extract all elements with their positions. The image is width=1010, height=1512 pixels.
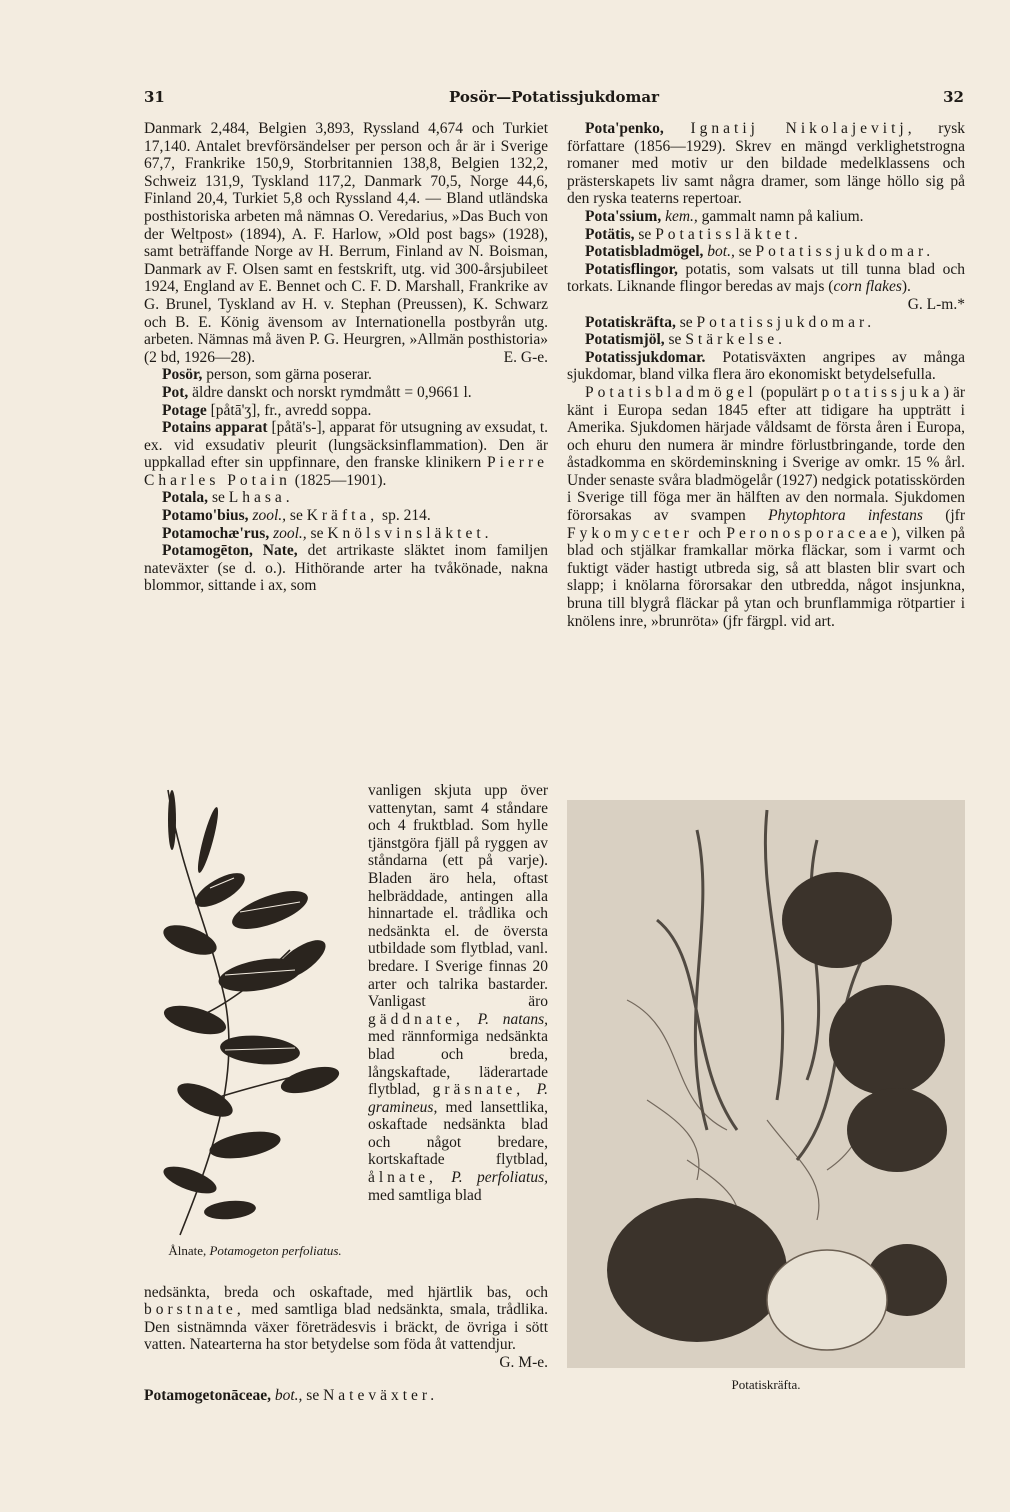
entry-potains-apparat: Potains apparat [påtä's-], apparat för utsugning av exsudat, t. ex. vid exsudativ pleurit (lungsäcksinflammation). Den är uppkallad efter sin uppfinnare, den franske klinikern Pierre Charles Potain (1825—1901). [144,419,548,489]
entry-potassium: Pota'ssium, kem., gammalt namn på kalium. [585,207,864,225]
illustration-caption: Ålnate, Potamogeton perfoliatus. [168,1243,342,1258]
entry-potamogetonaceae: Potamogetonāceae, bot., se Nateväxter. [144,1386,439,1404]
potamogeton-continued: nedsänkta, breda och oskaftade, med hjärtlik bas, och borstnate, med samtliga blad nedsänkta, smala, trådlika. Den sistnämnda växer företrädesvis i bräckt, de övriga i sött vatten. Natearterna ha stor betydelse som föda åt vattendjur. G. M-e. Potamogetonāceae, bot., se Nateväxter. [144,1283,548,1404]
entry-potamochaerus: Potamochæ'rus, zool., se Knölsvinsläktet. [162,524,493,542]
photo-caption: Potatiskräfta. [731,1377,801,1392]
entry-potamogeton: Potamogēton, Nate, det artrikaste släktet inom familjen nateväxter (se d. o.). Hithörande arter ha tvåkönade, nakna blommor, sittande i ax, som [144,542,548,595]
author-signature: E. G-e. [503,348,548,366]
entry-potatis: Potätis, se Potatissläktet. [585,225,802,243]
entry-pot: Pot, äldre danskt och norskt rymdmått = 0,9661 l. [162,383,472,401]
left-column [144,120,548,595]
page-number-left: 31 [144,88,165,106]
author-signature: G. L-m.* [907,295,965,313]
page-header [144,88,964,112]
running-title: Posör—Potatissjukdomar [449,88,659,106]
potamogeton-side-text: vanligen skjuta upp över vattenytan, samt 4 ståndare och 4 fruktblad. Som hylle tjänstgöra fjäll på ryggen av ståndarna (ett på varje). Bladen äro hela, oftast helbräddade, antingen alla hinnartade el. trådlika och nedsänkta el. de översta utbildade som flytblad, vanl. bredare. I Sverige finnas 20 arter och talrika bastarder. Vanligast äro gäddnate, P. natans, med rännformiga nedsänkta blad och breda, långskaftade, läderartade flytblad, gräsnate, P. gramineus, med lansettlika, oskaftade nedsänkta blad och något bredare, kortskaftade flytblad, ålnate, P. perfoliatus, med samtliga blad [368,782,548,1204]
entry-potala: Potala, se Lhasa. [162,489,294,507]
entry-potage: Potage [påtā'ʒ], fr., avredd soppa. [162,401,372,419]
entry-potatismjol: Potatismjöl, se Stärkelse. [585,331,787,349]
entry-potatisbladmogel: Potatisbladmögel, bot., se Potatissjukdomar. [585,243,935,261]
entry-posthistory-continued: Danmark 2,484, Belgien 3,893, Ryssland 4,674 och Turkiet 17,140. Antalet brevförsändelser per person och år är i Sverige 67,7, Frankrike 150,9, Storbritannien 138,8, Belgien 132,2, Schweiz 131,9, Tyskland 117,2, Danmark 70,5, Norge 44,6, Finland 20,4, Turkiet 5,8 och Ryssland 4,4. — Bland utländska posthistoriska arbeten må nämnas O. Veredarius, »Das Buch von der Weltpost» (1894), A. F. Harlow, »Old post bags» (1928), samt beträffande Norge av H. Berrum, Finland av N. Boisman, Danmark av F. Olsen samt en festskrift, utg. vid 300-årsjubileet 1924, England av E. Bennet och C. F. D. Marshall, Frankrike av G. Brunel, Tyskland av H. v. Stephan (Preussen), K. Schwarz och B. E. König ävensom av Internationella postbyrån utg. arbeten. Nämnas må även P. G. Heurgren, »Allmän posthistoria» (2 bd, 1926—28). E. G-e. [144,120,548,366]
right-column [567,120,965,630]
potamogeton-illustration [150,780,360,1240]
potatissjukdomar-bladmogel: Potatisbladmögel (populärt potatissjuka) är känt i Europa sedan 1845 efter att tidigare ha uppträtt i Amerika. Sjukdomen härjade våldsamt de första åren i Europa, och ehuru den numera är mindre förlustbringande, torde den åstadkomma en skördeminskning i Sverige av omkr. 15 % årl. Under senaste svåra bladmögelår (1927) nedgick potatisskörden i Sverige till föga mer än hälften av den normala. Sjukdomen förorsakas av svampen Phytophtora infestans (jfr Fykomyceter och Peronosporaceae), vilken på blad och stjälkar framkallar mörka fläckar, som i varmt och fuktigt väder hastigt utbreda sig, så att blasten blir svart och slapp; i knölarna förorsakar den utbredda, något insjunkna, bruna till blygrå fläckar på ytan och brunflammiga rötpartier i knölens inre, »brunröta» (jfr färgpl. vid art. [567,383,966,630]
page-number-right: 32 [943,88,964,106]
entry-posor: Posör, person, som gärna poserar. [162,366,372,384]
entry-potapenko: Pota'penko, Ignatij Nikolajevitj, rysk författare (1856—1929). Skrev en mängd verklighetstrogna romaner med motiv ur den bildade medelklassens och prästerskapets liv samt några dramer, som länge höllo sig på den ryska teaterns repertoar. [567,120,965,208]
entry-potatiskrafta: Potatiskräfta, se Potatissjukdomar. [585,313,876,331]
potato-wart-photo [567,800,965,1368]
entry-potatissjukdomar: Potatissjukdomar. Potatisväxten angripes av många sjukdomar, bland vilka flera äro ekonomiskt betydelsefulla. [567,348,965,384]
entry-potatisflingor: Potatisflingor, potatis, som valsats ut till tunna blad och torkats. Liknande flingor beredas av majs (corn flakes). G. L-m.* [567,260,965,313]
author-signature: G. M-e. [499,1353,548,1371]
entry-potamobius: Potamo'bius, zool., se Kräfta, sp. 214. [162,507,431,525]
